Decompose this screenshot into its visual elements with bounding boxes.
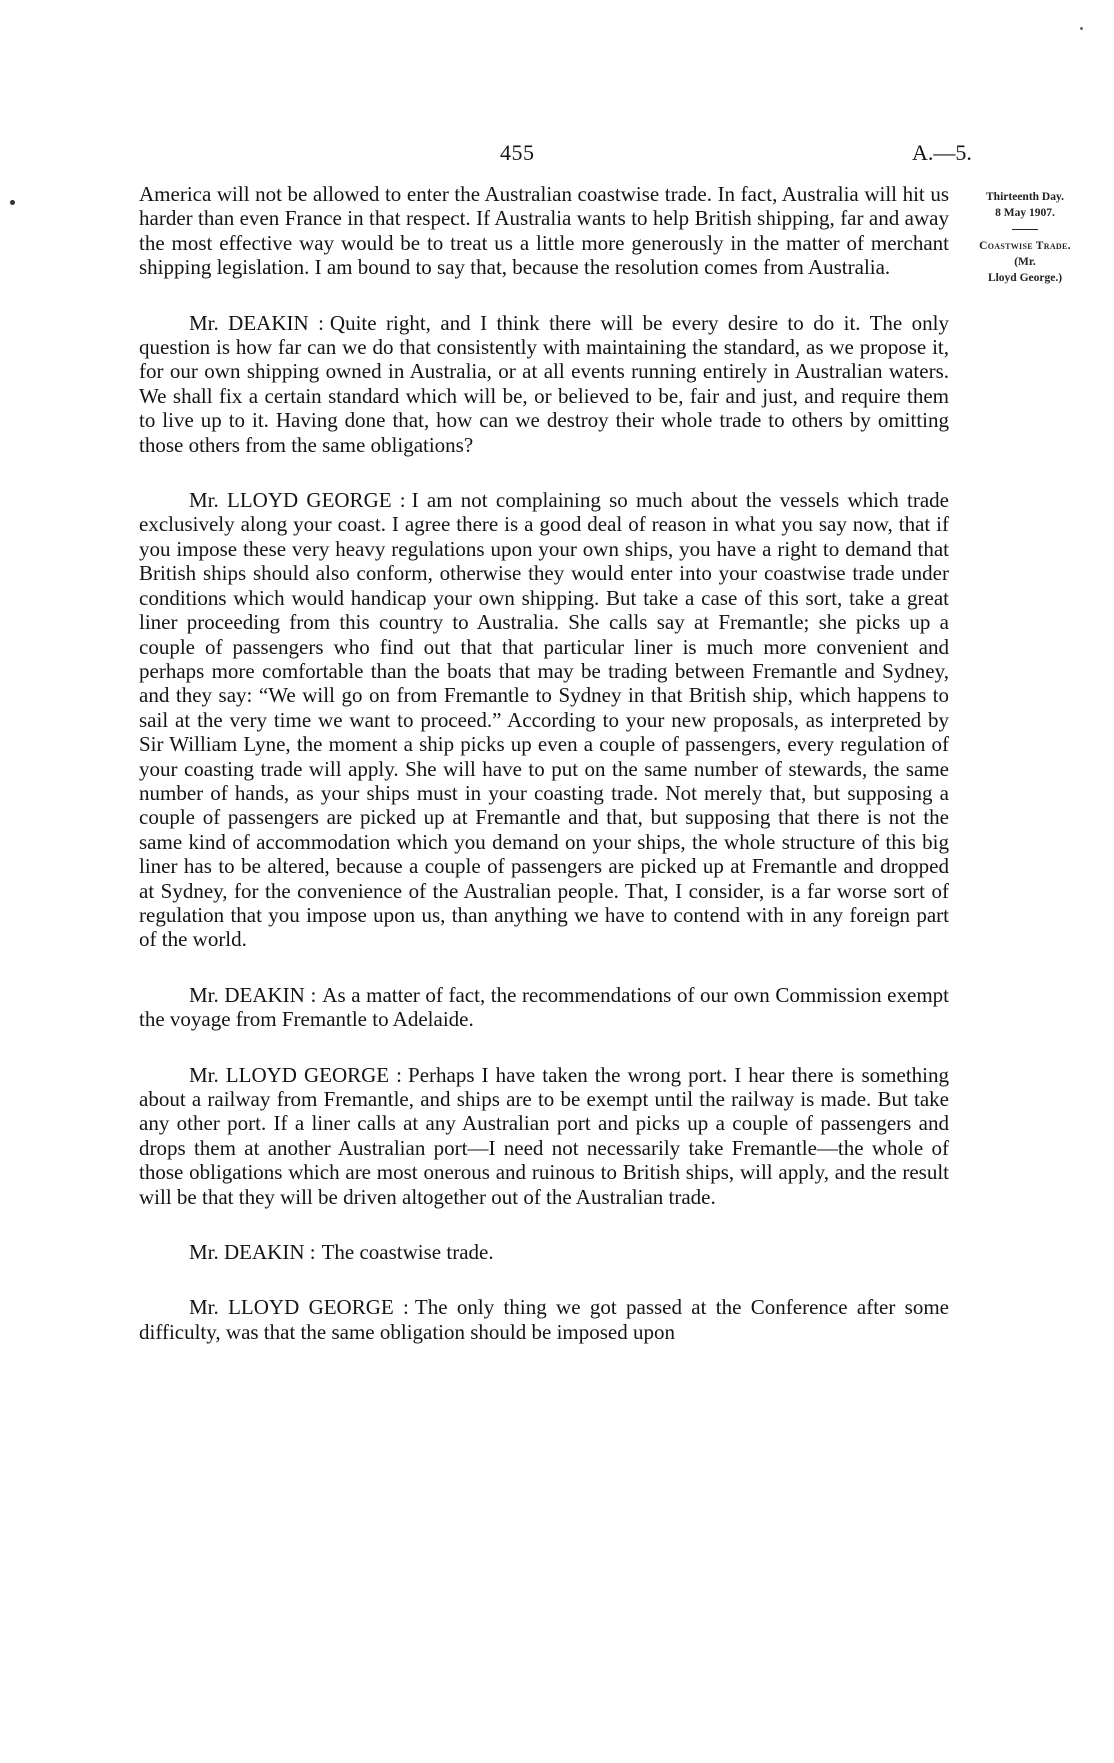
paragraph-text: America will not be allowed to enter the Australian coastwise trade. In fact, Australia will hit us harder than even France in that respect. If Australia wants to help British shipping, far and away the most effective way would be to treat us a little more generously in the matter of merchant shipping legislation. I am bound to say that, because the resolution comes from Australia. bbox=[139, 182, 949, 280]
paragraph-deakin-2 bbox=[139, 983, 949, 1032]
speaker-name: Mr. DEAKIN : bbox=[189, 310, 324, 335]
paper-number: A.—5. bbox=[912, 140, 972, 165]
scan-speck bbox=[1080, 27, 1083, 30]
page-number: 455 bbox=[500, 140, 535, 165]
paragraph-lloyd-george-1 bbox=[139, 488, 949, 952]
margin-note-rule bbox=[1012, 229, 1038, 230]
paragraph-deakin-3 bbox=[139, 1240, 949, 1264]
speaker-name: Mr. LLOYD GEORGE : bbox=[189, 1295, 409, 1320]
paragraph-lloyd-george-2 bbox=[139, 1063, 949, 1209]
paragraph-text: Perhaps I have taken the wrong port. I hear there is something about a railway from Fremantle, and ships are to be exempt until the railway is made. But take any other port. If a liner calls at any Australian port and picks up a couple of passengers and drops them at another Australian port—I need not necessarily take Fremantle—the whole of those obligations which are most onerous and ruinous to British ships, will apply, and the result will be that they will be driven altogether out of the Australian trade. bbox=[139, 1062, 949, 1209]
paragraph-deakin-1 bbox=[139, 311, 949, 457]
paragraph-text: The coastwise trade. bbox=[321, 1240, 494, 1265]
margin-note-speaker-line2: Lloyd George.) bbox=[987, 272, 1063, 284]
margin-note bbox=[950, 189, 1100, 286]
paragraph-text: The only thing we got passed at the Conference after some difficulty, was that the same obligation should be imposed upon bbox=[139, 1295, 949, 1344]
speaker-name: Mr. LLOYD GEORGE : bbox=[189, 1062, 403, 1087]
margin-note-date: 8 May 1907. bbox=[995, 207, 1055, 219]
body-text bbox=[139, 182, 949, 1344]
paragraph-lloyd-george-3 bbox=[139, 1295, 949, 1344]
paragraph-text: Quite right, and I think there will be every desire to do it. The only question is how far can we do that consistently with maintaining the standard, as we propose it, for our own shipping owned in Australia, or at all events running entirely in Australian waters. We shall fix a certain standard which will be, or believed to be, fair and just, and require them to live up to it. Having done that, how can we destroy their whole trade to others by omitting those others from the same obligations? bbox=[139, 310, 949, 457]
speaker-name: Mr. DEAKIN : bbox=[189, 982, 317, 1007]
paragraph-text: As a matter of fact, the recommendations of our own Commission exempt the voyage from Fremantle to Adelaide. bbox=[139, 982, 949, 1032]
margin-note-speaker-line1: (Mr. bbox=[1014, 256, 1036, 268]
margin-note-day: Thirteenth Day. bbox=[986, 191, 1064, 203]
speaker-name: Mr. DEAKIN : bbox=[189, 1240, 316, 1265]
margin-note-subject: Coastwise Trade. bbox=[979, 240, 1071, 252]
paragraph-continuation bbox=[139, 182, 949, 280]
paragraph-text: I am not complaining so much about the vessels which trade exclusively along your coast. I agree there is a good deal of reason in what you say now, that if you impose these very heavy regulations upon your own ships, you have a right to demand that British ships should also conform, otherwise they would enter into your coastwise trade under conditions which would handicap your own shipping. But take a case of this sort, take a great liner proceeding from this country to Australia. She calls say at Fremantle; she picks up a couple of passengers who find out that that particular liner is much more convenient and perhaps more comfortable than the boats that may be trading between Fremantle and Sydney, and they say: “We will go on from Fremantle to Sydney in that British ship, which happens to sail at the very time we want to proceed.” According to your new proposals, as interpreted by Sir William Lyne, the moment a ship picks up even a couple of passengers, every regulation of your coasting trade will apply. She will have to put on the same number of stewards, the same number of hands, as your ships must in your coasting trade. Not merely that, but supposing a couple of passengers are picked up at Fremantle and that, but supposing that there is not the same kind of accommodation which you demand on your ships, the whole structure of this big liner has to be altered, because a couple of passengers are picked up at Fremantle and dropped at Sydney, for the convenience of the Australian people. That, I consider, is a far worse sort of regulation that you impose upon us, than anything we have to contend with in any foreign part of the world. bbox=[139, 488, 950, 952]
speaker-name: Mr. LLOYD GEORGE : bbox=[189, 488, 406, 513]
margin-bullet-mark bbox=[10, 200, 15, 205]
